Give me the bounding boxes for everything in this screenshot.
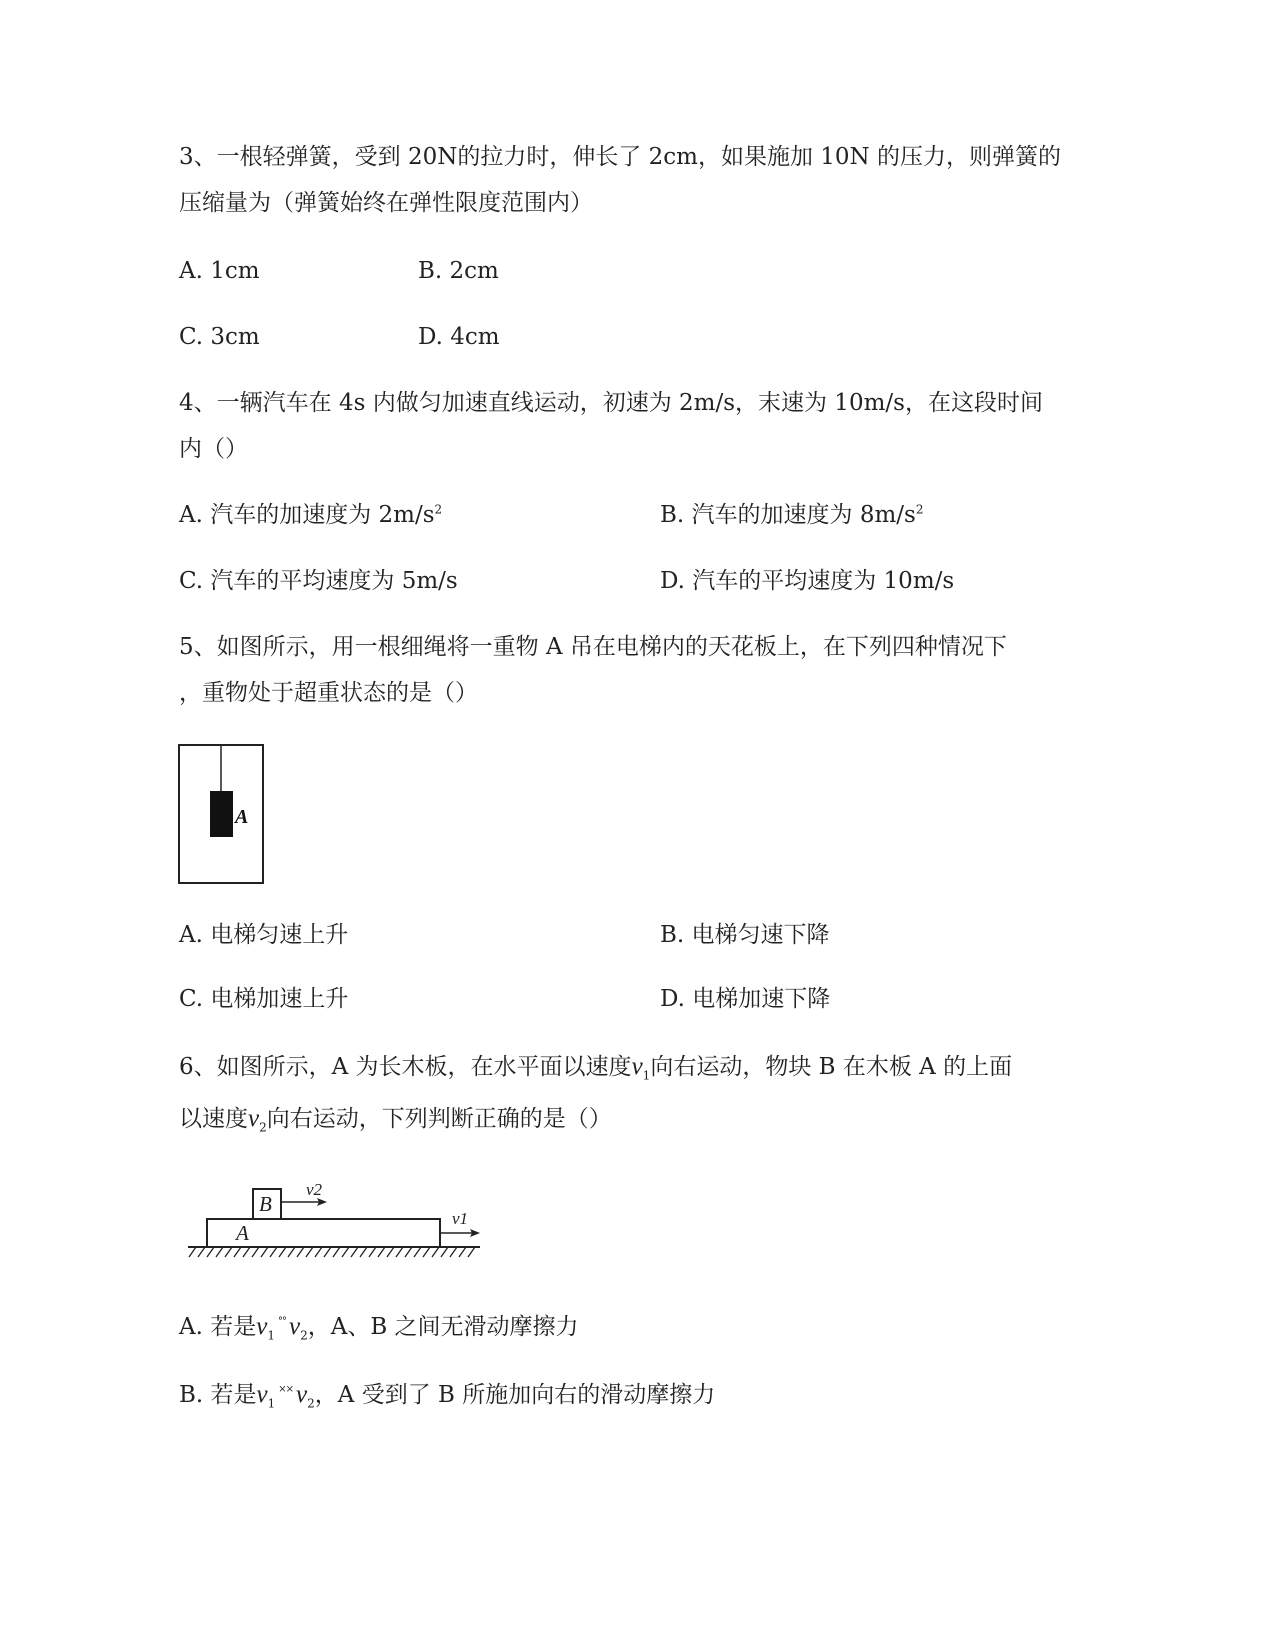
q6-option-a-pre: A. 若是 bbox=[179, 1314, 257, 1340]
q4-option-b bbox=[660, 500, 923, 530]
ground-hatching bbox=[189, 1247, 475, 1257]
q5-line1: 5、如图所示，用一根细绳将一重物 A 吊在电梯内的天花板上，在下列四种情况下 bbox=[179, 634, 1007, 660]
q4-option-a bbox=[179, 500, 442, 530]
q6-option-a-v2: v bbox=[288, 1313, 301, 1340]
q6-option-b-sub2: 2 bbox=[307, 1396, 315, 1411]
q6-line2 bbox=[179, 1104, 612, 1134]
q5-option-d: D. 电梯加速下降 bbox=[660, 986, 831, 1012]
q6-option-a-v1: v bbox=[256, 1313, 268, 1340]
q4-line1: 4、一辆汽车在 4s 内做匀加速直线运动，初速为 2m/s，末速为 10m/s，在这段时间 bbox=[179, 390, 1043, 416]
q6-option-b-post: ，A 受到了 B 所施加向右的滑动摩擦力 bbox=[314, 1382, 716, 1408]
q5-option-c: C. 电梯加速上升 bbox=[179, 986, 349, 1012]
q4-option-a-sup: 2 bbox=[434, 502, 443, 517]
q6-option-a-sub1: 1 bbox=[267, 1328, 275, 1343]
q6-line2-pre: 以速度 bbox=[179, 1106, 248, 1132]
q3-line2: 压缩量为（弹簧始终在弹性限度范围内） bbox=[179, 190, 593, 216]
q4-option-d: D. 汽车的平均速度为 10m/s bbox=[660, 568, 955, 594]
q6-option-b-v2: v bbox=[296, 1381, 308, 1408]
q6-option-b-v1: v bbox=[256, 1381, 268, 1408]
q3-option-c: C. 3cm bbox=[179, 324, 260, 350]
q6-line1-sub: 1 bbox=[642, 1068, 651, 1083]
q4-option-c: C. 汽车的平均速度为 5m/s bbox=[179, 568, 458, 594]
board-figure bbox=[188, 1178, 488, 1262]
q3-option-a: A. 1cm bbox=[179, 258, 260, 284]
q6-line2-post: 向右运动，下列判断正确的是（） bbox=[266, 1106, 612, 1132]
q5-line2: ，重物处于超重状态的是（） bbox=[179, 680, 478, 706]
q4-line2: 内（） bbox=[179, 436, 248, 462]
weight-label: A bbox=[235, 806, 249, 828]
q6-line1-pre: 6、如图所示，A 为长木板，在水平面以速度 bbox=[179, 1054, 632, 1080]
q3-option-d: D. 4cm bbox=[418, 324, 500, 350]
v2-label: v2 bbox=[306, 1180, 323, 1199]
q6-option-a-post: ，A、B 之间无滑动摩擦力 bbox=[307, 1314, 579, 1340]
q5-option-a: A. 电梯匀速上升 bbox=[179, 922, 349, 948]
q6-option-a-relation: °° bbox=[277, 1316, 286, 1327]
elevator-figure bbox=[178, 744, 266, 886]
q6-line1 bbox=[179, 1052, 1012, 1082]
q6-line2-sub: 2 bbox=[259, 1120, 267, 1135]
q6-line2-v: v bbox=[248, 1105, 260, 1132]
hanging-weight bbox=[210, 791, 233, 837]
board-a-label: A bbox=[236, 1221, 249, 1245]
v1-label: v1 bbox=[452, 1209, 469, 1228]
q5-option-b: B. 电梯匀速下降 bbox=[660, 922, 830, 948]
q4-option-b-sup: 2 bbox=[915, 502, 924, 517]
q6-line1-post: 向右运动，物块 B 在木板 A 的上面 bbox=[650, 1054, 1013, 1080]
q4-option-a-text: A. 汽车的加速度为 2m/s bbox=[179, 502, 435, 528]
q3-line1: 3、一根轻弹簧，受到 20N的拉力时，伸长了 2cm，如果施加 10N 的压力，则弹簧的 bbox=[179, 144, 1061, 170]
q6-option-a bbox=[179, 1312, 579, 1347]
q6-option-b-relation: ×× bbox=[278, 1384, 294, 1395]
q6-option-a-sub2: 2 bbox=[300, 1328, 308, 1343]
q6-option-b-pre: B. 若是 bbox=[179, 1382, 257, 1408]
block-b-label: B bbox=[259, 1192, 272, 1216]
q4-option-b-text: B. 汽车的加速度为 8m/s bbox=[660, 502, 916, 528]
q6-option-b bbox=[179, 1380, 715, 1415]
q6-option-b-sub1: 1 bbox=[267, 1396, 276, 1411]
q3-option-b: B. 2cm bbox=[418, 258, 499, 284]
q6-line1-v: v bbox=[631, 1053, 643, 1080]
